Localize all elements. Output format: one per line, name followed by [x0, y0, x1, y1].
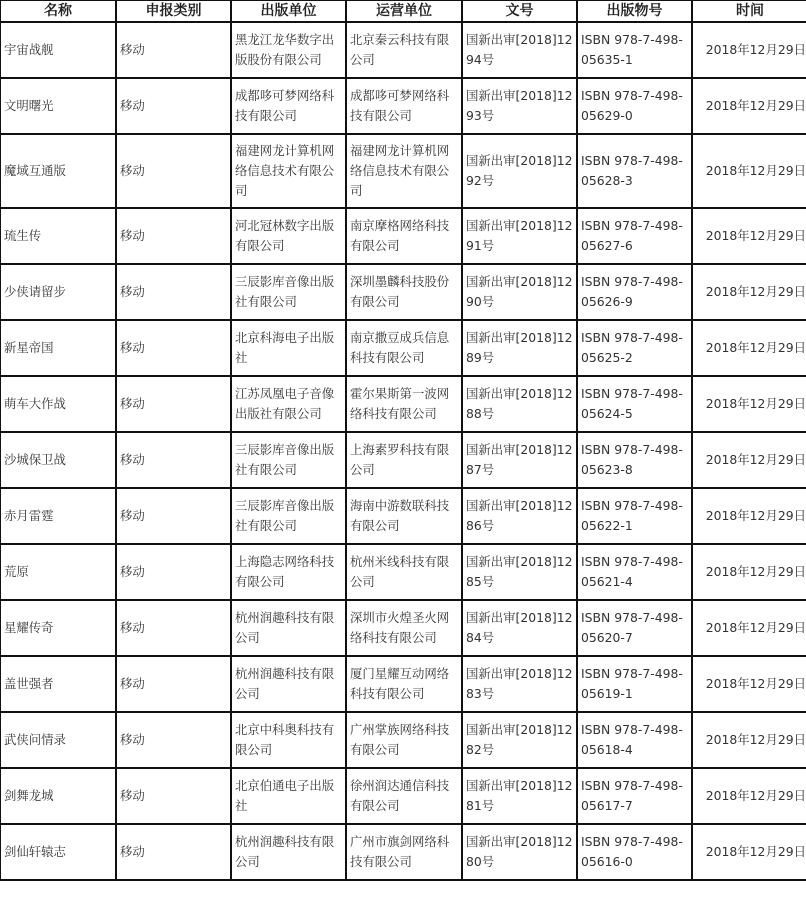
operator-cell: 霍尔果斯第一波网络科技有限公司	[346, 376, 462, 432]
publisher-cell: 福建网龙计算机网络信息技术有限公司	[231, 134, 346, 208]
doc-no-cell: 国新出审[2018]1284号	[462, 600, 577, 656]
doc-no-cell: 国新出审[2018]1292号	[462, 134, 577, 208]
type-cell: 移动	[116, 600, 231, 656]
publisher-cell: 河北冠林数字出版有限公司	[231, 208, 346, 264]
game-name-cell: 萌车大作战	[0, 376, 116, 432]
doc-no-cell: 国新出审[2018]1291号	[462, 208, 577, 264]
isbn-cell: ISBN 978-7-498-05625-2	[577, 320, 692, 376]
header-type: 申报类别	[116, 0, 231, 22]
type-cell: 移动	[116, 824, 231, 880]
type-cell: 移动	[116, 488, 231, 544]
isbn-cell: ISBN 978-7-498-05622-1	[577, 488, 692, 544]
game-name-cell: 剑舞龙城	[0, 768, 116, 824]
type-cell: 移动	[116, 544, 231, 600]
table-row	[0, 208, 806, 264]
table-row	[0, 544, 806, 600]
operator-cell: 厦门星耀互动网络科技有限公司	[346, 656, 462, 712]
header-name: 名称	[0, 0, 116, 22]
publisher-cell: 北京科海电子出版社	[231, 320, 346, 376]
publisher-cell: 江苏凤凰电子音像出版社有限公司	[231, 376, 346, 432]
table-row	[0, 600, 806, 656]
publisher-cell: 黑龙江龙华数字出版股份有限公司	[231, 22, 346, 78]
isbn-cell: ISBN 978-7-498-05626-9	[577, 264, 692, 320]
isbn-cell: ISBN 978-7-498-05621-4	[577, 544, 692, 600]
isbn-cell: ISBN 978-7-498-05616-0	[577, 824, 692, 880]
doc-no-cell: 国新出审[2018]1290号	[462, 264, 577, 320]
type-cell: 移动	[116, 208, 231, 264]
table-row	[0, 432, 806, 488]
isbn-cell: ISBN 978-7-498-05623-8	[577, 432, 692, 488]
game-name-cell: 宇宙战舰	[0, 22, 116, 78]
isbn-cell: ISBN 978-7-498-05628-3	[577, 134, 692, 208]
publisher-cell: 三辰影库音像出版社有限公司	[231, 432, 346, 488]
type-cell: 移动	[116, 78, 231, 134]
table-row	[0, 264, 806, 320]
date-cell: 2018年12月29日	[692, 22, 806, 78]
publisher-cell: 杭州润趣科技有限公司	[231, 656, 346, 712]
date-cell: 2018年12月29日	[692, 768, 806, 824]
doc-no-cell: 国新出审[2018]1282号	[462, 712, 577, 768]
publisher-cell: 北京中科奥科技有限公司	[231, 712, 346, 768]
game-name-cell: 魔域互通版	[0, 134, 116, 208]
doc-no-cell: 国新出审[2018]1289号	[462, 320, 577, 376]
date-cell: 2018年12月29日	[692, 264, 806, 320]
game-name-cell: 新星帝国	[0, 320, 116, 376]
doc-no-cell: 国新出审[2018]1293号	[462, 78, 577, 134]
doc-no-cell: 国新出审[2018]1286号	[462, 488, 577, 544]
game-name-cell: 沙城保卫战	[0, 432, 116, 488]
publisher-cell: 北京伯通电子出版社	[231, 768, 346, 824]
game-name-cell: 少侠请留步	[0, 264, 116, 320]
type-cell: 移动	[116, 320, 231, 376]
type-cell: 移动	[116, 264, 231, 320]
table-row	[0, 78, 806, 134]
game-name-cell: 武侠问情录	[0, 712, 116, 768]
table-row	[0, 376, 806, 432]
table-row	[0, 824, 806, 880]
doc-no-cell: 国新出审[2018]1283号	[462, 656, 577, 712]
table-row	[0, 712, 806, 768]
isbn-cell: ISBN 978-7-498-05620-7	[577, 600, 692, 656]
date-cell: 2018年12月29日	[692, 544, 806, 600]
date-cell: 2018年12月29日	[692, 488, 806, 544]
operator-cell: 广州掌族网络科技有限公司	[346, 712, 462, 768]
date-cell: 2018年12月29日	[692, 824, 806, 880]
operator-cell: 杭州米线科技有限公司	[346, 544, 462, 600]
game-name-cell: 赤月雷霆	[0, 488, 116, 544]
isbn-cell: ISBN 978-7-498-05629-0	[577, 78, 692, 134]
operator-cell: 深圳市火煌圣火网络科技有限公司	[346, 600, 462, 656]
publisher-cell: 三辰影库音像出版社有限公司	[231, 488, 346, 544]
operator-cell: 成都哆可梦网络科技有限公司	[346, 78, 462, 134]
game-name-cell: 剑仙轩辕志	[0, 824, 116, 880]
game-name-cell: 荒原	[0, 544, 116, 600]
isbn-cell: ISBN 978-7-498-05627-6	[577, 208, 692, 264]
doc-no-cell: 国新出审[2018]1288号	[462, 376, 577, 432]
type-cell: 移动	[116, 432, 231, 488]
date-cell: 2018年12月29日	[692, 656, 806, 712]
header-doc-no: 文号	[462, 0, 577, 22]
table-row	[0, 768, 806, 824]
publisher-cell: 三辰影库音像出版社有限公司	[231, 264, 346, 320]
type-cell: 移动	[116, 712, 231, 768]
table-body	[0, 22, 806, 880]
date-cell: 2018年12月29日	[692, 134, 806, 208]
date-cell: 2018年12月29日	[692, 600, 806, 656]
game-name-cell: 盖世强者	[0, 656, 116, 712]
table-row	[0, 488, 806, 544]
operator-cell: 南京撒豆成兵信息科技有限公司	[346, 320, 462, 376]
game-name-cell: 星耀传奇	[0, 600, 116, 656]
operator-cell: 上海素罗科技有限公司	[346, 432, 462, 488]
type-cell: 移动	[116, 768, 231, 824]
doc-no-cell: 国新出审[2018]1280号	[462, 824, 577, 880]
date-cell: 2018年12月29日	[692, 78, 806, 134]
date-cell: 2018年12月29日	[692, 712, 806, 768]
doc-no-cell: 国新出审[2018]1294号	[462, 22, 577, 78]
type-cell: 移动	[116, 376, 231, 432]
table-row	[0, 22, 806, 78]
doc-no-cell: 国新出审[2018]1281号	[462, 768, 577, 824]
operator-cell: 深圳墨麟科技股份有限公司	[346, 264, 462, 320]
type-cell: 移动	[116, 134, 231, 208]
publisher-cell: 成都哆可梦网络科技有限公司	[231, 78, 346, 134]
publisher-cell: 上海隐志网络科技有限公司	[231, 544, 346, 600]
date-cell: 2018年12月29日	[692, 432, 806, 488]
header-publisher: 出版单位	[231, 0, 346, 22]
header-row	[0, 0, 806, 22]
operator-cell: 福建网龙计算机网络信息技术有限公司	[346, 134, 462, 208]
publisher-cell: 杭州润趣科技有限公司	[231, 824, 346, 880]
game-name-cell: 文明曙光	[0, 78, 116, 134]
doc-no-cell: 国新出审[2018]1285号	[462, 544, 577, 600]
isbn-cell: ISBN 978-7-498-05635-1	[577, 22, 692, 78]
operator-cell: 海南中游数联科技有限公司	[346, 488, 462, 544]
publisher-cell: 杭州润趣科技有限公司	[231, 600, 346, 656]
header-operator: 运营单位	[346, 0, 462, 22]
table-row	[0, 656, 806, 712]
isbn-cell: ISBN 978-7-498-05624-5	[577, 376, 692, 432]
type-cell: 移动	[116, 22, 231, 78]
doc-no-cell: 国新出审[2018]1287号	[462, 432, 577, 488]
header-date: 时间	[692, 0, 806, 22]
date-cell: 2018年12月29日	[692, 376, 806, 432]
date-cell: 2018年12月29日	[692, 320, 806, 376]
isbn-cell: ISBN 978-7-498-05618-4	[577, 712, 692, 768]
operator-cell: 南京摩格网络科技有限公司	[346, 208, 462, 264]
table-row	[0, 134, 806, 208]
isbn-cell: ISBN 978-7-498-05617-7	[577, 768, 692, 824]
header-isbn: 出版物号	[577, 0, 692, 22]
type-cell: 移动	[116, 656, 231, 712]
operator-cell: 徐州润达通信科技有限公司	[346, 768, 462, 824]
operator-cell: 广州市旗剑网络科技有限公司	[346, 824, 462, 880]
table-row	[0, 320, 806, 376]
operator-cell: 北京秦云科技有限公司	[346, 22, 462, 78]
game-name-cell: 琉生传	[0, 208, 116, 264]
date-cell: 2018年12月29日	[692, 208, 806, 264]
isbn-cell: ISBN 978-7-498-05619-1	[577, 656, 692, 712]
